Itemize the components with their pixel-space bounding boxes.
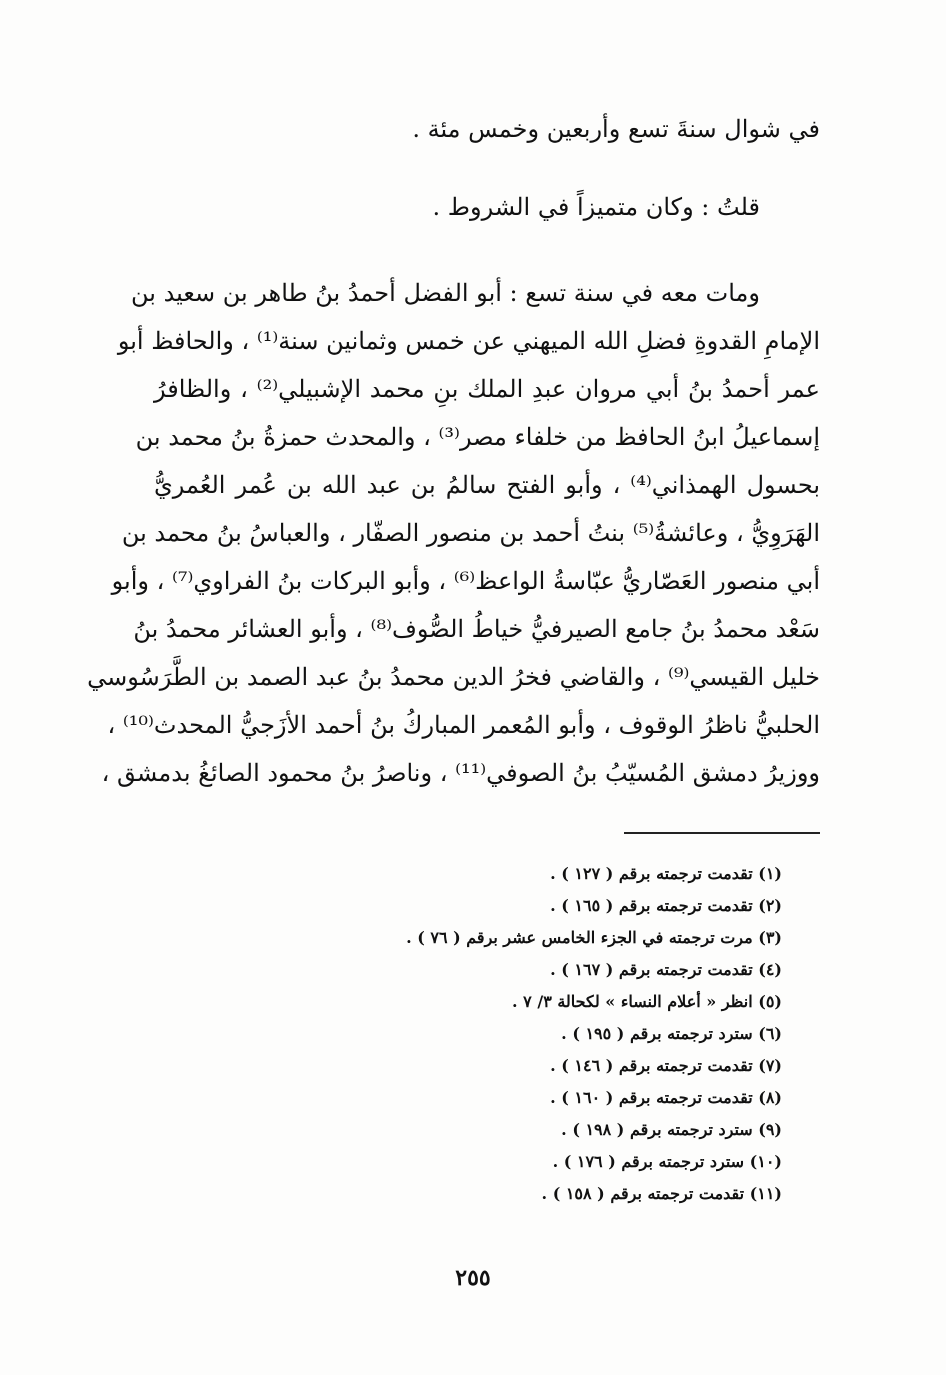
body-line-11: خليل القيسي⁽⁹⁾ ، والقاضي فخرُ الدين محمدُ بنُ عبد الصمد بن الطَّرَسُوسي [87,663,820,691]
body-line-4: الإمامِ القدوةِ فضلِ الله الميهني عن خمس وثمانين سنة⁽¹⁾ ، والحافظ أبو [117,327,820,355]
body-line-1: في شوال سنةَ تسع وأربعين وخمس مئة . [412,115,820,143]
footnote-2: (٢) تقدمت ترجمته برقم ( ١٦٥ ) . [550,896,782,915]
body-line-12: الحلبيُّ ناظرُ الوقوف ، وأبو المُعمر المباركُ بنُ أحمد الأزَجيُّ المحدث⁽¹⁰⁾ ، [107,711,820,739]
body-line-13: ووزيرُ دمشق المُسيّبُ بنُ الصوفي⁽¹¹⁾ ، وناصرُ بنُ محمود الصائغُ بدمشق ، [101,759,820,787]
footnote-1: (١) تقدمت ترجمته برقم ( ١٢٧ ) . [550,864,782,883]
body-line-10: سَعْد محمدُ بنُ جامع الصيرفيُّ خياطُ الصُّوف⁽⁸⁾ ، وأبو العشائر محمدُ بنُ [133,615,820,643]
body-line-7: بحسول الهمذاني⁽⁴⁾ ، وأبو الفتح سالمُ بن عبد الله بن عُمر العُمريُّ [154,471,820,499]
footnote-8: (٨) تقدمت ترجمته برقم ( ١٦٠ ) . [550,1088,782,1107]
footnote-11: (١١) تقدمت ترجمته برقم ( ١٥٨ ) . [541,1184,782,1203]
footnote-separator [624,832,820,834]
body-line-6: إسماعيلُ ابنُ الحافظ من خلفاء مصر⁽³⁾ ، والمحدث حمزةُ بنُ محمد بن [135,423,820,451]
footnote-7: (٧) تقدمت ترجمته برقم ( ١٤٦ ) . [550,1056,782,1075]
body-line-3: ومات معه في سنة تسع : أبو الفضل أحمدُ بنُ طاهر بن سعيد بن [131,279,760,307]
body-line-8: الهَرَوِيُّ ، وعائشةُ⁽⁵⁾ بنتُ أحمد بن منصور الصفّار ، والعباسُ بنُ محمد بن [121,519,820,547]
footnotes [322,858,782,1210]
footnote-10: (١٠) سترد ترجمته برقم ( ١٧٦ ) . [552,1152,782,1171]
body-line-5: عمر أحمدُ بنُ أبي مروان عبدِ الملك بنِ محمد الإشبيلي⁽²⁾ ، والظافرُ [154,375,820,403]
footnote-5: (٥) انظر « أعلام النساء » لكحالة ٣/ ٧ . [512,992,782,1011]
footnote-9: (٩) سترد ترجمته برقم ( ١٩٨ ) . [561,1120,782,1139]
footnote-6: (٦) سترد ترجمته برقم ( ١٩٥ ) . [561,1024,782,1043]
footnote-3: (٣) مرت ترجمته في الجزء الخامس عشر برقم ( ٧٦ ) . [406,928,782,947]
page-number: ٢٥٥ [455,1265,491,1291]
footnote-4: (٤) تقدمت ترجمته برقم ( ١٦٧ ) . [550,960,782,979]
body-line-2: قلتُ : وكان متميزاً في الشروط . [432,193,760,221]
body-line-9: أبي منصور العَصّاريُّ عبّاسةُ الواعظ⁽⁶⁾ ، وأبو البركات بنُ الفراوي⁽⁷⁾ ، وأبو [111,567,820,595]
main-text [87,105,820,797]
